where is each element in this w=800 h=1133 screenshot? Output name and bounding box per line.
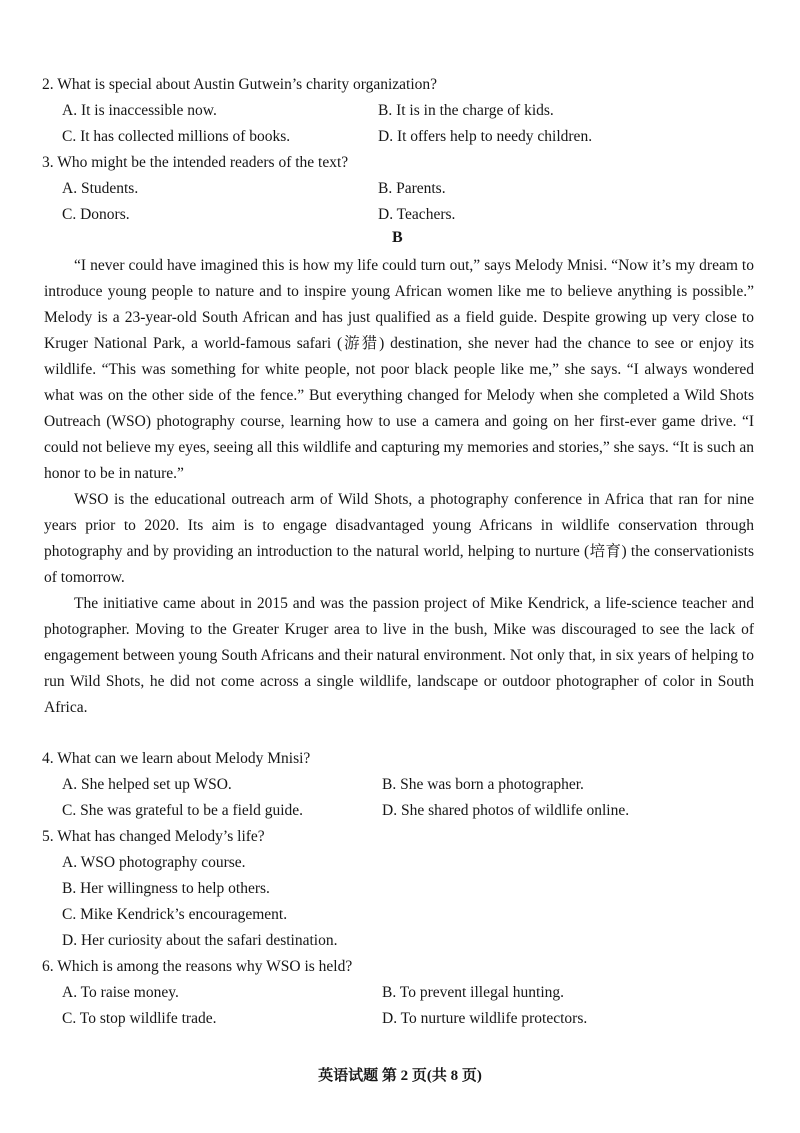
question-4-option-c: C. She was grateful to be a field guide.	[62, 802, 304, 819]
passage-paragraph-2: WSO is the educational outreach arm of Wild Shots, a photography conference in Africa that ran for nine years prior to 2020. Its aim is to engage disadvantaged young Africans in wildlife conservation through photography and by providing an introduction to the natural world, helping to nurture (培育) the conservationists of tomorrow.	[44, 491, 754, 586]
question-3-option-a: A. Students.	[62, 180, 139, 197]
question-2-option-d: D. It offers help to needy children.	[378, 128, 593, 145]
question-5-option-a: A. WSO photography course.	[62, 854, 246, 871]
question-3-option-c: C. Donors.	[62, 206, 130, 223]
page-footer: 英语试题 第 2 页(共 8 页)	[318, 1068, 482, 1084]
passage-b	[44, 253, 754, 721]
question-4-option-a: A. She helped set up WSO.	[62, 776, 232, 793]
question-3-stem: 3. Who might be the intended readers of the text?	[42, 154, 349, 171]
question-3-option-b: B. Parents.	[378, 180, 446, 197]
question-3-option-d: D. Teachers.	[378, 206, 456, 223]
section-b-title: B	[392, 229, 403, 246]
question-5-option-d: D. Her curiosity about the safari destination.	[62, 932, 338, 949]
question-5-option-b: B. Her willingness to help others.	[62, 880, 270, 897]
question-4-option-b: B. She was born a photographer.	[382, 776, 584, 793]
question-6-option-b: B. To prevent illegal hunting.	[382, 984, 565, 1001]
question-5-option-c: C. Mike Kendrick’s encouragement.	[62, 906, 288, 923]
question-6-option-c: C. To stop wildlife trade.	[62, 1010, 217, 1027]
question-5-stem: 5. What has changed Melody’s life?	[42, 828, 265, 845]
question-6-stem: 6. Which is among the reasons why WSO is held?	[42, 958, 353, 975]
question-2-option-a: A. It is inaccessible now.	[62, 102, 217, 119]
question-4-option-d: D. She shared photos of wildlife online.	[382, 802, 630, 819]
question-6-option-d: D. To nurture wildlife protectors.	[382, 1010, 588, 1027]
question-2-option-b: B. It is in the charge of kids.	[378, 102, 554, 119]
question-6-option-a: A. To raise money.	[62, 984, 179, 1001]
question-2-stem: 2. What is special about Austin Gutwein’s charity organization?	[42, 76, 438, 93]
question-4-stem: 4. What can we learn about Melody Mnisi?	[42, 750, 311, 767]
question-2-option-c: C. It has collected millions of books.	[62, 128, 291, 145]
passage-paragraph-1: “I never could have imagined this is how my life could turn out,” says Melody Mnisi. “Now it’s my dream to introduce young people to nature and to inspire young African women like me to believe anything is possible.” Melody is a 23-year-old South African and has just qualified as a field guide. Despite growing up very close to Kruger National Park, a world-famous safari (游猎) destination, she never had the chance to see or enjoy its wildlife. “This was something for white people, not poor black people like me,” she says. “I always wondered what was on the other side of the fence.” But everything changed for Melody when she completed a Wild Shots Outreach (WSO) photography course, learning how to use a camera and going on her first-ever game drive. “I could not believe my eyes, seeing all this wildlife and capturing my memories and stories,” she says. “It is such an honor to be in nature.”	[44, 257, 754, 482]
passage-paragraph-3: The initiative came about in 2015 and was the passion project of Mike Kendrick, a life-science teacher and photographer. Moving to the Greater Kruger area to live in the bush, Mike was discouraged to see the lack of engagement between young South Africans and their natural environment. Not only that, in six years of helping to run Wild Shots, he did not come across a single wildlife, landscape or outdoor photographer of color in South Africa.	[44, 595, 754, 716]
